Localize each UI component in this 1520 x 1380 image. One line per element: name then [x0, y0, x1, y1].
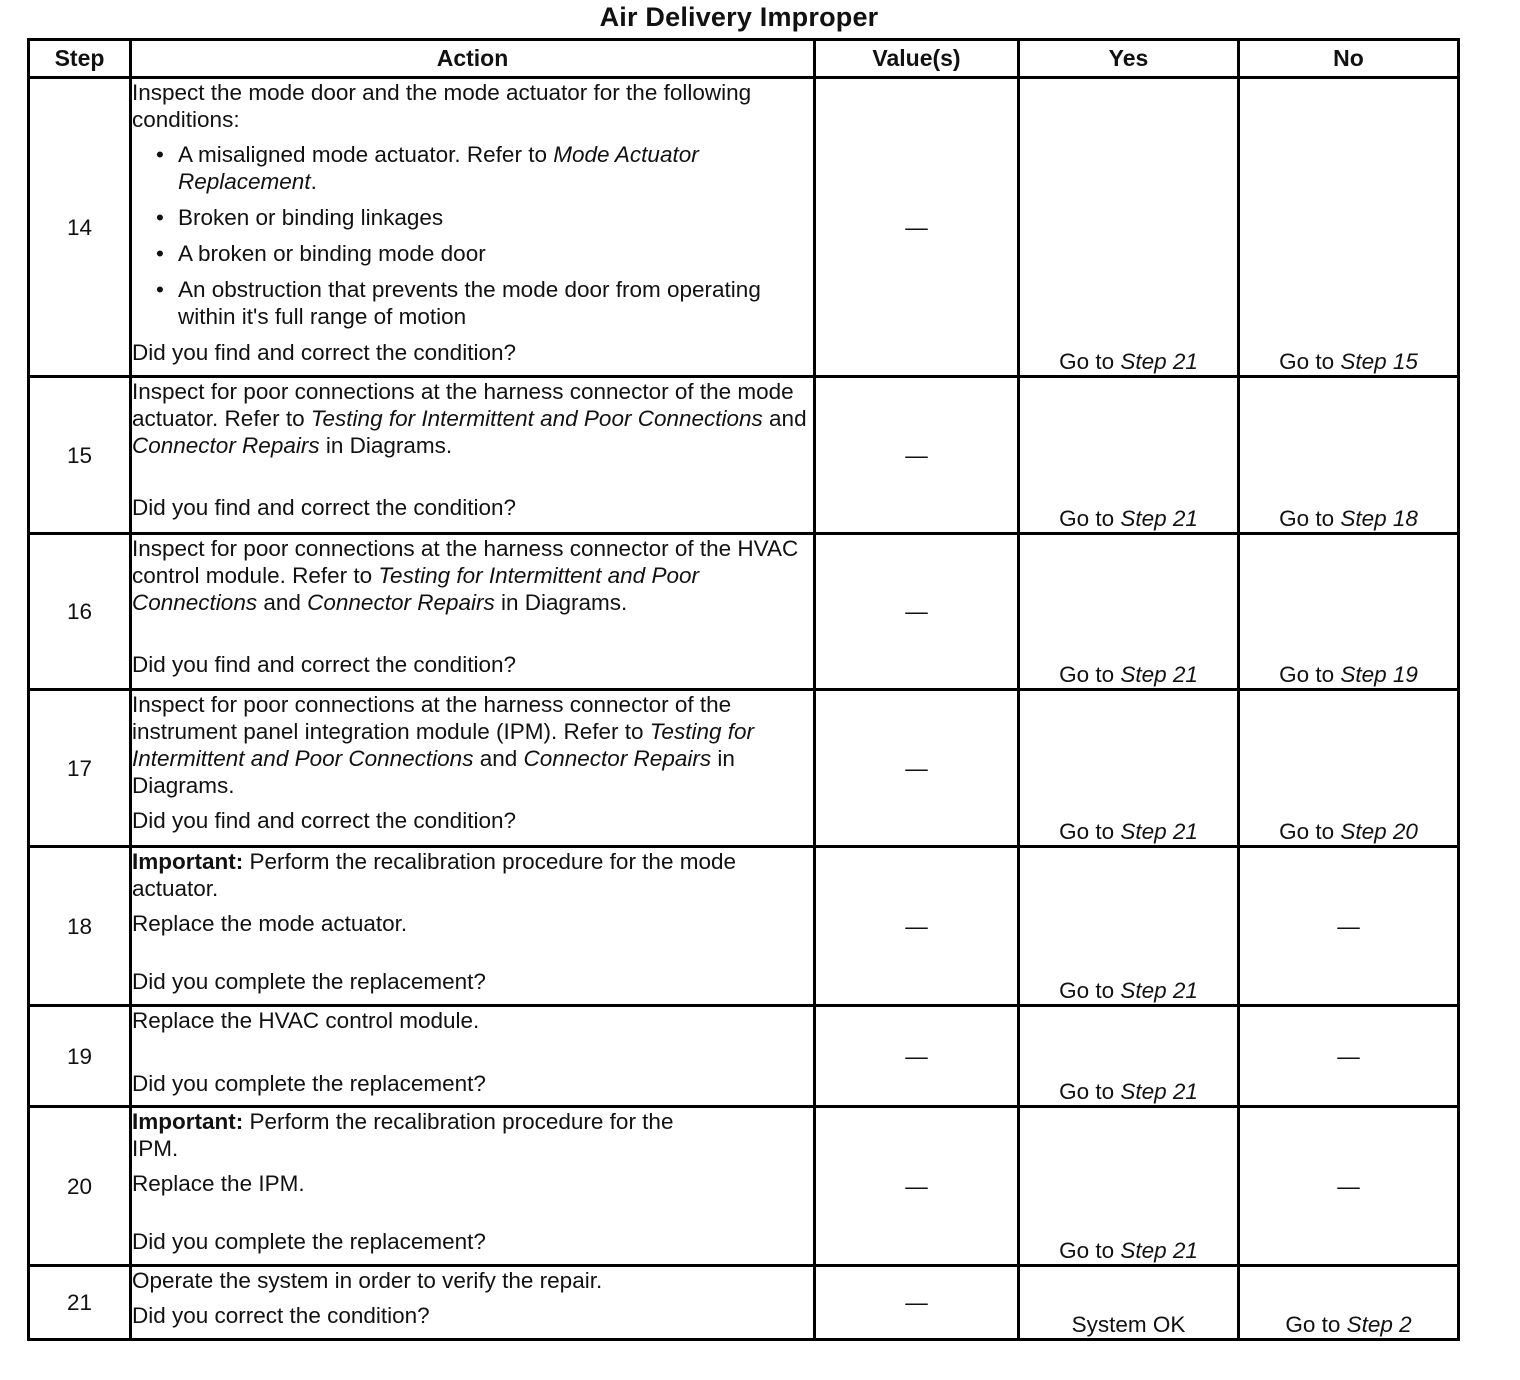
value-cell: — [815, 847, 1019, 1006]
question-text: Did you find and correct the condition? [132, 340, 516, 365]
question-text: Did you complete the replacement? [132, 1071, 486, 1096]
important-note: Important: Perform the recalibration procedure for the IPM. [132, 1109, 674, 1161]
step-number: 18 [29, 847, 131, 1006]
header-step: Step [29, 40, 131, 78]
yes-cell: System OK [1019, 1266, 1239, 1340]
action-cell [131, 1107, 815, 1266]
no-cell: — [1239, 847, 1459, 1006]
goto-step-link: Step 2 [1346, 1312, 1412, 1337]
goto-step-link: Step 21 [1120, 978, 1198, 1003]
important-note: Important: Perform the recalibration procedure for the mode actuator. [132, 849, 736, 901]
action-text: Inspect for poor connections at the harness connector of the instrument panel integration module (IPM). Refer to Testing for Intermittent and Poor Connections and Connector Repairs in Diagrams. [132, 692, 754, 798]
yes-cell: Go to Step 21 [1019, 1006, 1239, 1107]
action-cell [131, 377, 815, 534]
value-cell: — [815, 78, 1019, 377]
table-row-step-15 [29, 377, 1459, 534]
question-text: Did you complete the replacement? [132, 969, 486, 994]
action-cell [131, 78, 815, 377]
goto-step-link: Step 18 [1340, 506, 1418, 531]
action-text: Inspect for poor connections at the harness connector of the HVAC control module. Refer to Testing for Intermittent and Poor Connections and Connector Repairs in Diagrams. [132, 536, 799, 615]
value-cell: — [815, 377, 1019, 534]
action-cell [131, 1006, 815, 1107]
value-cell: — [815, 690, 1019, 847]
table-row-step-17 [29, 690, 1459, 847]
reference-link: Connector Repairs [132, 433, 320, 458]
value-cell: — [815, 1107, 1019, 1266]
goto-step-link: Step 19 [1340, 662, 1418, 687]
action-text: Inspect for poor connections at the harness connector of the mode actuator. Refer to Testing for Intermittent and Poor Connections and Connector Repairs in Diagrams. [132, 379, 807, 458]
step-number: 15 [29, 377, 131, 534]
list-item: • A misaligned mode actuator. Refer to Mode Actuator Replacement. [132, 141, 813, 195]
header-action: Action [131, 40, 815, 78]
header-values: Value(s) [815, 40, 1019, 78]
action-cell [131, 1266, 815, 1340]
yes-cell: Go to Step 21 [1019, 78, 1239, 377]
question-text: Did you complete the replacement? [132, 1229, 486, 1254]
table-row-step-18 [29, 847, 1459, 1006]
question-text: Did you find and correct the condition? [132, 652, 516, 677]
step-number: 19 [29, 1006, 131, 1107]
no-cell: Go to Step 2 [1239, 1266, 1459, 1340]
goto-step-link: Step 20 [1340, 819, 1418, 844]
value-cell: — [815, 1266, 1019, 1340]
goto-step-link: Step 21 [1120, 819, 1198, 844]
yes-cell: Go to Step 21 [1019, 377, 1239, 534]
goto-step-link: Step 21 [1120, 349, 1198, 374]
list-item: • Broken or binding linkages [132, 204, 813, 231]
goto-step-link: Step 21 [1120, 506, 1198, 531]
header-yes: Yes [1019, 40, 1239, 78]
yes-cell: Go to Step 21 [1019, 534, 1239, 690]
step-number: 17 [29, 690, 131, 847]
action-cell [131, 690, 815, 847]
table-row-step-21 [29, 1266, 1459, 1340]
step-number: 21 [29, 1266, 131, 1340]
reference-link: Connector Repairs [307, 590, 495, 615]
question-text: Did you find and correct the condition? [132, 495, 516, 520]
reference-link: Testing for Intermittent and Poor Connections [132, 563, 699, 615]
action-cell [131, 534, 815, 690]
question-text: Did you find and correct the condition? [132, 808, 516, 833]
list-item: • A broken or binding mode door [132, 240, 813, 267]
condition-list [132, 141, 813, 330]
value-cell: — [815, 534, 1019, 690]
yes-cell: Go to Step 21 [1019, 1107, 1239, 1266]
no-cell: — [1239, 1006, 1459, 1107]
table-row-step-20 [29, 1107, 1459, 1266]
header-row [29, 40, 1459, 78]
no-cell: Go to Step 20 [1239, 690, 1459, 847]
no-cell: — [1239, 1107, 1459, 1266]
reference-link: Testing for Intermittent and Poor Connections [310, 406, 763, 431]
step-number: 14 [29, 78, 131, 377]
action-cell [131, 847, 815, 1006]
action-text: Replace the IPM. [132, 1171, 305, 1196]
table-row-step-16 [29, 534, 1459, 690]
table-row-step-19 [29, 1006, 1459, 1107]
goto-step-link: Step 21 [1120, 1079, 1198, 1104]
yes-cell: Go to Step 21 [1019, 690, 1239, 847]
step-number: 16 [29, 534, 131, 690]
no-cell: Go to Step 15 [1239, 78, 1459, 377]
yes-cell: Go to Step 21 [1019, 847, 1239, 1006]
page-title: Air Delivery Improper [599, 2, 879, 32]
table-row-step-14 [29, 78, 1459, 377]
list-item: • An obstruction that prevents the mode door from operating within it's full range of motion [132, 276, 813, 330]
goto-step-link: Step 15 [1340, 349, 1418, 374]
action-text: Inspect the mode door and the mode actuator for the following conditions: [132, 80, 752, 132]
value-cell: — [815, 1006, 1019, 1107]
no-cell: Go to Step 19 [1239, 534, 1459, 690]
header-no: No [1239, 40, 1459, 78]
reference-link: Testing for Intermittent and Poor Connections [132, 719, 754, 771]
action-text: Operate the system in order to verify the repair. [132, 1268, 603, 1293]
goto-step-link: Step 21 [1120, 662, 1198, 687]
action-text: Replace the mode actuator. [132, 911, 408, 936]
no-cell: Go to Step 18 [1239, 377, 1459, 534]
reference-link: Mode Actuator Replacement [178, 142, 699, 194]
step-number: 20 [29, 1107, 131, 1266]
question-text: Did you correct the condition? [132, 1303, 430, 1328]
reference-link: Connector Repairs [523, 746, 712, 771]
diagnostic-table [27, 38, 1460, 1341]
action-text: Replace the HVAC control module. [132, 1008, 480, 1033]
goto-step-link: Step 21 [1120, 1238, 1198, 1263]
